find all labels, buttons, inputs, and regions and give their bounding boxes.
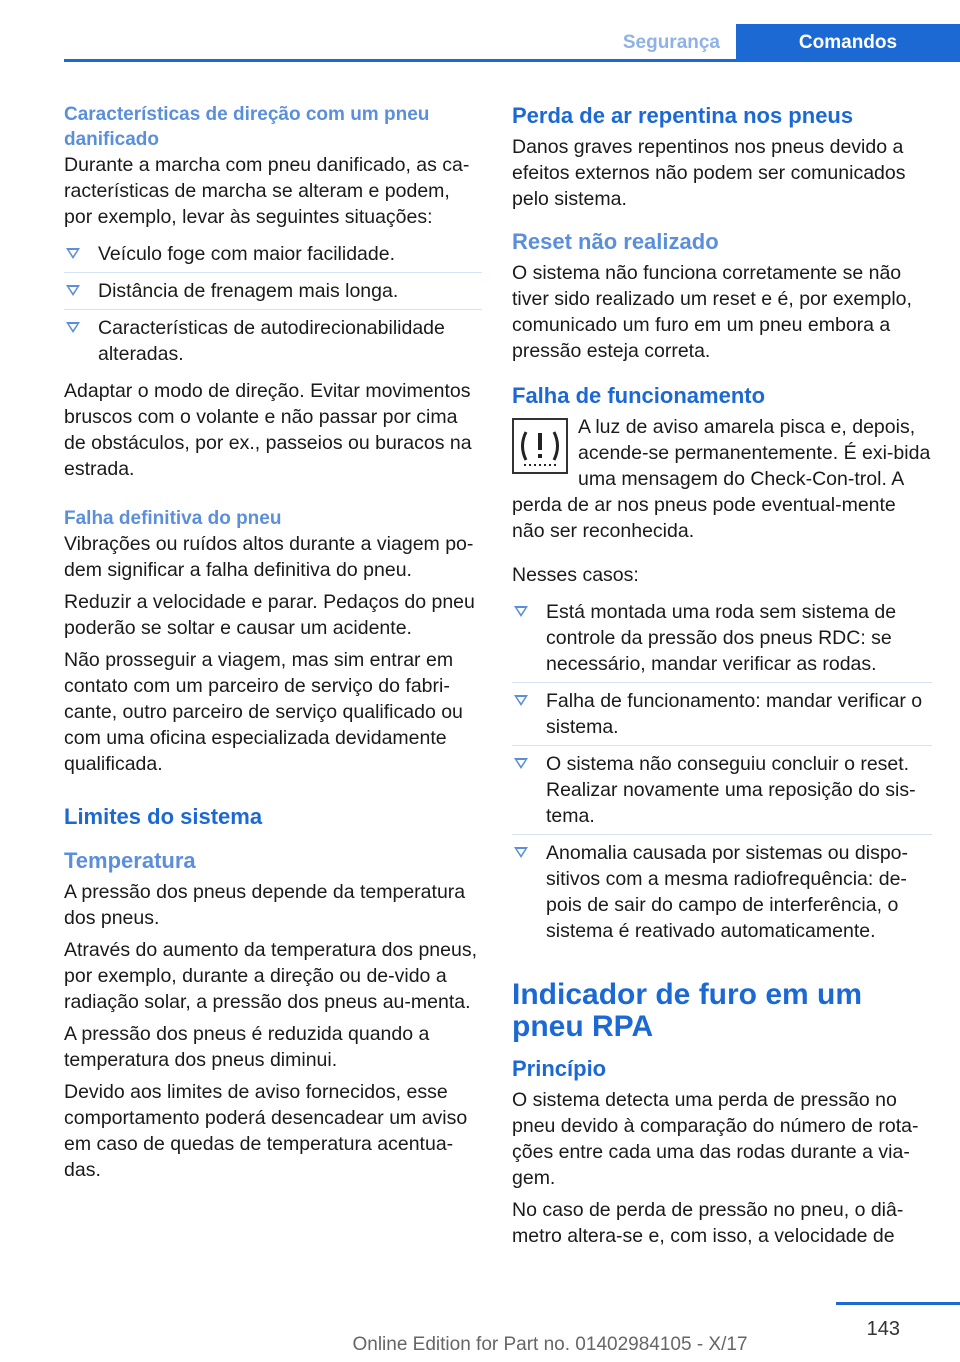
paragraph: Não prosseguir a viagem, mas sim entrar em contato com um parceiro de serviço do fabri-cante, outro parceiro de serviço qualificado ou com uma oficina especializada devidamente qualificada.: [64, 649, 463, 775]
triangle-bullet-icon: [514, 606, 528, 617]
paragraph: A pressão dos pneus é reduzida quando a temperatura dos pneus diminui.: [64, 1023, 430, 1071]
heading-temperature: Temperatura: [64, 848, 196, 873]
edition-note: Online Edition for Part no. 01402984105 - X/17: [352, 1334, 748, 1355]
heading-air-loss: Perda de ar repentina nos pneus: [512, 103, 854, 128]
paragraph: O sistema detecta uma perda de pressão no pneu devido à comparação do número de rota-ções entre cada uma das rodas durante a via-gem.: [512, 1089, 919, 1189]
list-item: Anomalia causada por sistemas ou dispo-sitivos com a mesma radiofrequência: de-pois de sair do campo de interferência, o sistema é reativado automaticamente.: [512, 835, 932, 949]
list-item: Veículo foge com maior facilidade.: [64, 236, 482, 273]
triangle-bullet-icon: [66, 285, 80, 296]
list-item: Está montada uma roda sem sistema de controle da pressão dos pneus RDC: se necessário, mandar verificar as rodas.: [512, 594, 932, 683]
triangle-bullet-icon: [514, 847, 528, 858]
paragraph: No caso de perda de pressão no pneu, o diâ-metro altera-se e, com isso, a velocidade de: [512, 1199, 904, 1247]
heading-malfunction: Falha de funcionamento: [512, 383, 766, 408]
paragraph: Vibrações ou ruídos altos durante a viagem po-dem significar a falha definitiva do pneu.: [64, 533, 474, 581]
paragraph: Através do aumento da temperatura dos pneus, por exemplo, durante a direção ou de-vido a radiação solar, a pressão dos pneus au-menta.: [64, 939, 478, 1013]
heading-steering: Características de direção com um pneu danificado: [64, 104, 430, 150]
paragraph: Reduzir a velocidade e parar. Pedaços do pneu poderão se soltar e causar um acidente.: [64, 591, 475, 639]
page-number: 143: [866, 1318, 900, 1340]
triangle-bullet-icon: [66, 248, 80, 259]
bullet-list: [64, 236, 482, 372]
right-column: [512, 102, 932, 1255]
list-item: Características de autodirecionabilidade alteradas.: [64, 310, 482, 372]
list-item: Distância de frenagem mais longa.: [64, 273, 482, 310]
paragraph: Durante a marcha com pneu danificado, as ca-racterísticas de marcha se alteram e podem, por exemplo, levar às seguintes situações:: [64, 154, 470, 228]
heading-failure: Falha definitiva do pneu: [64, 508, 282, 529]
paragraph: Nesses casos:: [512, 564, 639, 586]
page-header: [64, 24, 960, 62]
left-column: [64, 102, 482, 1189]
paragraph: Adaptar o modo de direção. Evitar movimentos bruscos com o volante e não passar por cima de obstáculos, por ex., passeios ou buracos na estrada.: [64, 380, 472, 480]
tire-warning-icon: [512, 418, 568, 474]
warning-block: [512, 414, 932, 544]
triangle-bullet-icon: [514, 695, 528, 706]
list-item: O sistema não conseguiu concluir o reset. Realizar novamente uma reposição do sis-tema.: [512, 746, 932, 835]
paragraph: O sistema não funciona corretamente se não tiver sido realizado um reset e é, por exemplo, comunicado um furo em um pneu embora a pressão esteja correta.: [512, 262, 912, 362]
list-item: Falha de funcionamento: mandar verificar o sistema.: [512, 683, 932, 746]
bullet-list: [512, 594, 932, 949]
heading-principle: Princípio: [512, 1056, 607, 1081]
triangle-bullet-icon: [514, 758, 528, 769]
triangle-bullet-icon: [66, 322, 80, 333]
footer-rule: [836, 1302, 960, 1305]
chapter-tab[interactable]: Comandos: [736, 24, 960, 62]
heading-reset: Reset não realizado: [512, 229, 719, 254]
paragraph: Devido aos limites de aviso fornecidos, esse comportamento poderá desencadear um aviso em caso de quedas de temperatura acentua-das.: [64, 1081, 468, 1181]
heading-limits: Limites do sistema: [64, 804, 263, 829]
section-tab[interactable]: Segurança: [622, 32, 720, 53]
header-rule: [64, 59, 960, 62]
paragraph: Danos graves repentinos nos pneus devido a efeitos externos não podem ser comunicados pelo sistema.: [512, 136, 906, 210]
heading-rpa: Indicador de furo em um pneu RPA: [512, 978, 863, 1043]
paragraph: A luz de aviso amarela pisca e, depois, acende-se permanentemente. É exi-bida uma mensagem do Check-Con-trol. A perda de ar nos pneus pode eventual-mente não ser reconhecida.: [512, 416, 931, 542]
paragraph: A pressão dos pneus depende da temperatura dos pneus.: [64, 881, 466, 929]
